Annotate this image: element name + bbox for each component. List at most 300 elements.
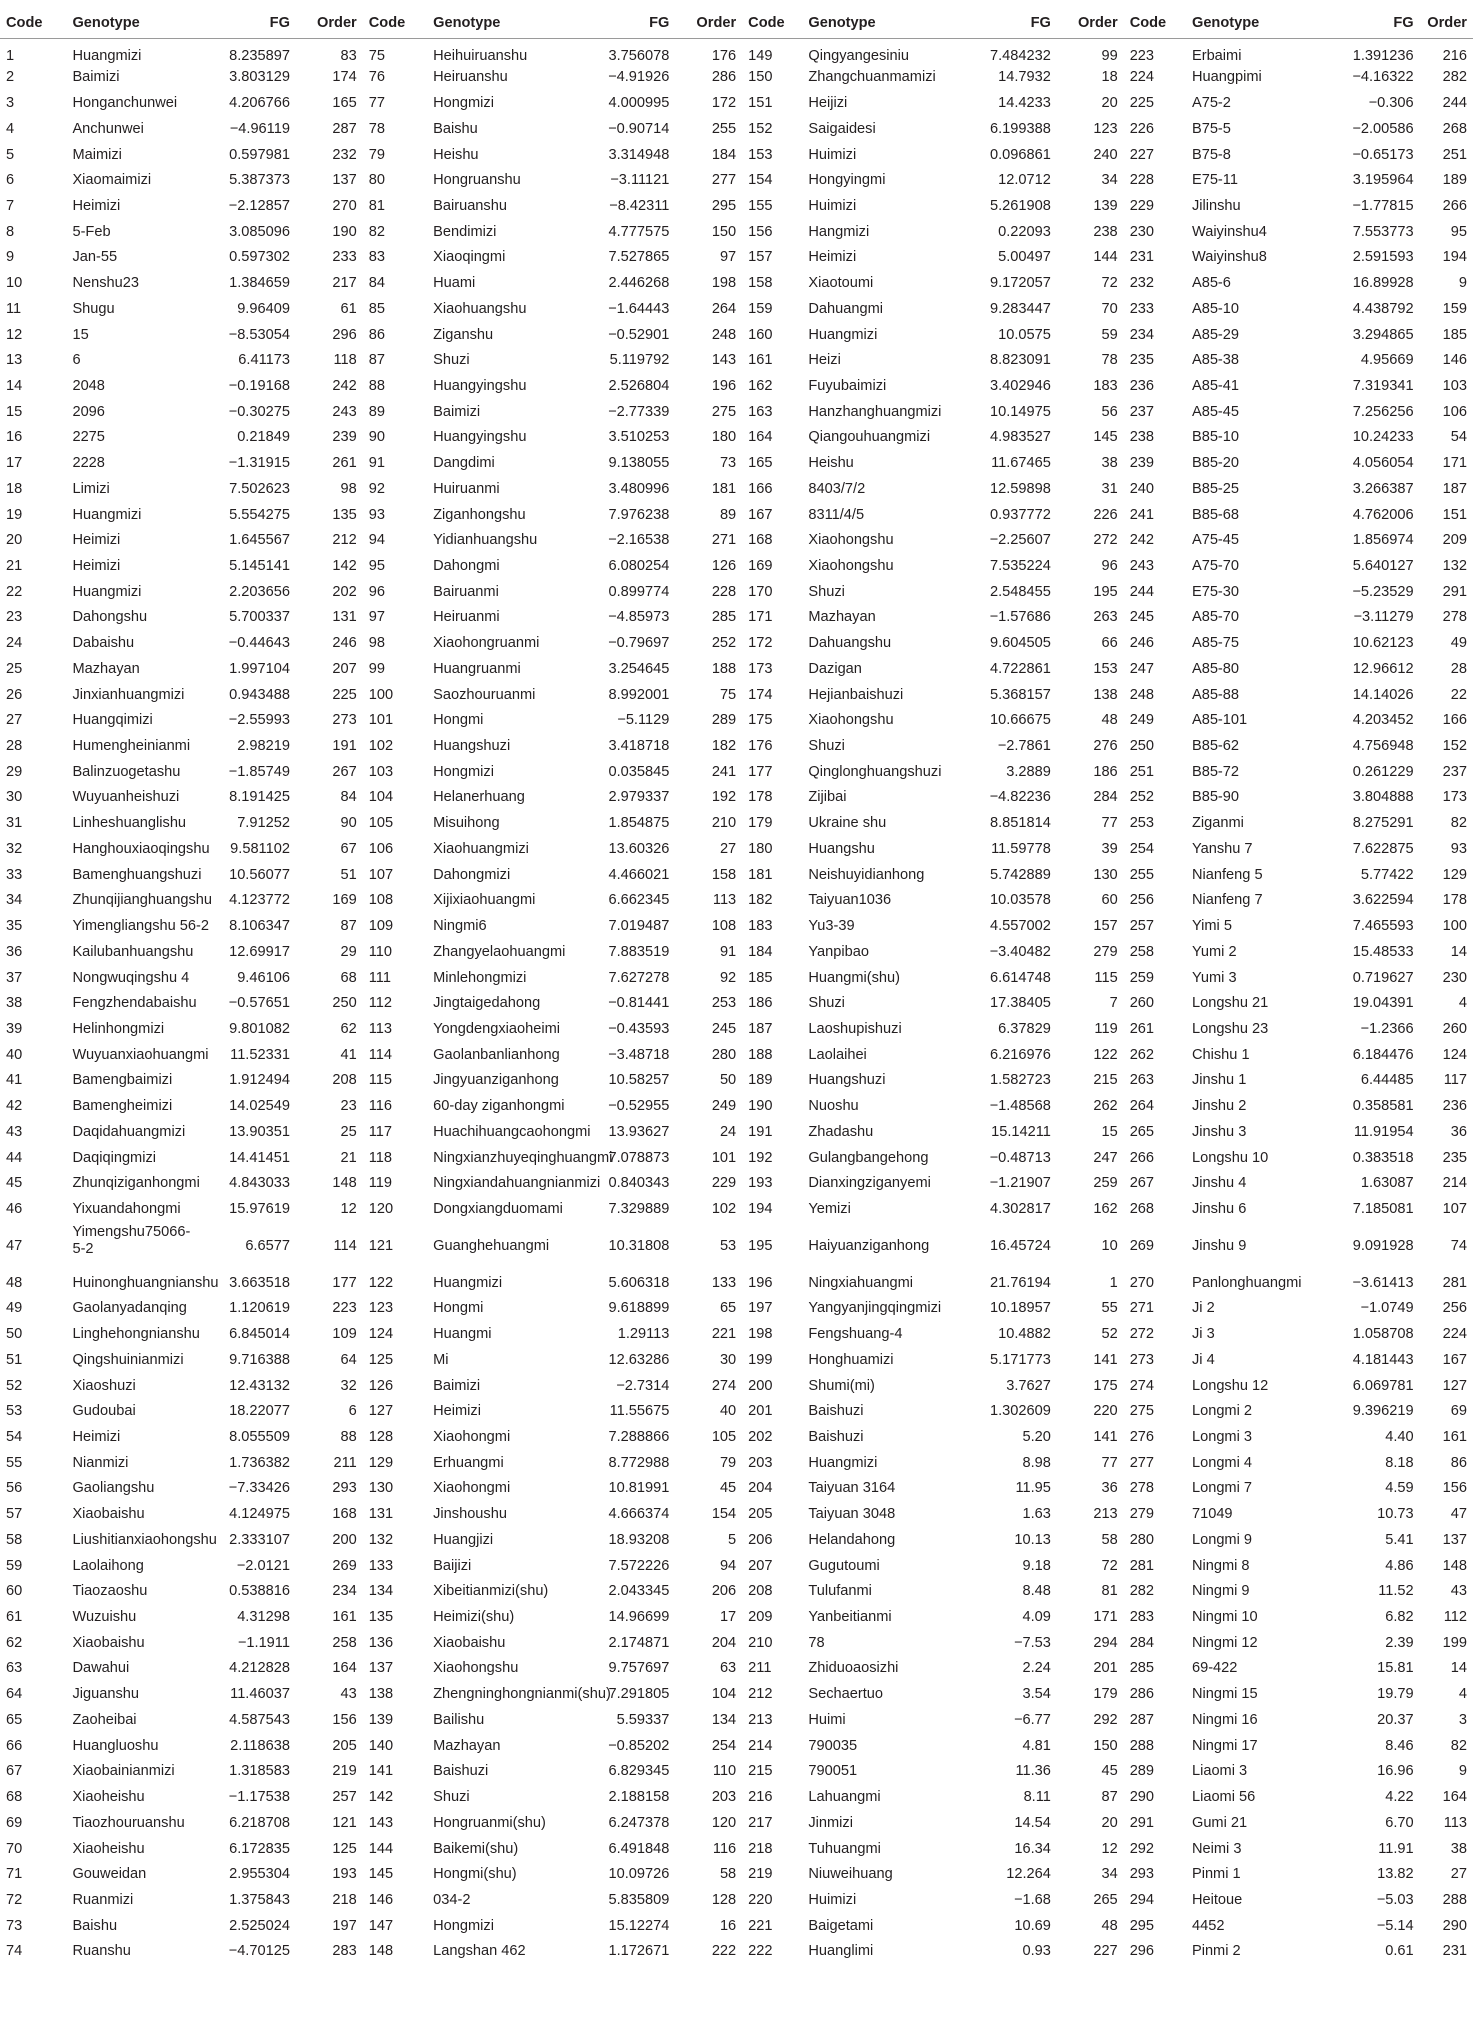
cell-fg: 11.55675 — [609, 1403, 670, 1420]
cell-order: 107 — [1442, 1200, 1467, 1217]
cell-order: 118 — [333, 352, 357, 369]
cell-order: 282 — [1442, 69, 1467, 86]
cell-order: 212 — [332, 532, 357, 549]
cell-genotype: Fengzhendabaishu — [72, 995, 197, 1012]
cell-code: 200 — [748, 1377, 773, 1394]
cell-genotype: Tulufanmi — [808, 1583, 872, 1600]
cell-genotype: Laoshupishuzi — [808, 1020, 902, 1037]
cell-fg: 2.591593 — [1352, 249, 1414, 266]
cell-code: 129 — [368, 1454, 394, 1471]
cell-code: 218 — [748, 1840, 773, 1857]
table-row — [0, 296, 1473, 322]
cell-genotype: Hongmizi — [433, 1917, 494, 1934]
cell-order: 32 — [340, 1377, 357, 1394]
cell-fg: −1.85749 — [228, 763, 290, 780]
cell-code: 156 — [748, 223, 773, 240]
cell-order: 9 — [1458, 1763, 1467, 1780]
cell-order: 285 — [711, 609, 737, 626]
cell-fg: 3.54 — [1022, 1686, 1051, 1703]
cell-fg: 7.572226 — [608, 1557, 670, 1574]
header-genotype-2: Genotype — [421, 8, 588, 39]
cell-order: 195 — [1093, 583, 1118, 600]
cell-genotype: Shuzi — [808, 995, 845, 1012]
cell-code: 227 — [1129, 146, 1155, 163]
cell-genotype: Heishu — [433, 146, 479, 163]
cell-fg: −1.57686 — [989, 609, 1051, 626]
cell-fg: 0.597981 — [229, 146, 290, 163]
cell-code: 128 — [368, 1429, 394, 1446]
cell-fg: 4.466021 — [608, 866, 670, 883]
cell-genotype: Qiangouhuangmizi — [808, 429, 931, 446]
cell-genotype: Ruanshu — [72, 1943, 131, 1960]
cell-genotype: Gulangbangehong — [808, 1149, 929, 1166]
cell-fg: 10.24233 — [1352, 429, 1414, 446]
cell-genotype: Huangmizi — [808, 326, 878, 343]
cell-genotype: A85-101 — [1191, 712, 1248, 729]
cell-order: 1 — [1109, 1274, 1118, 1291]
cell-code: 256 — [1129, 892, 1155, 909]
cell-fg: −2.00586 — [1352, 120, 1414, 137]
cell-order: 229 — [711, 1175, 737, 1192]
table-row — [0, 168, 1473, 194]
cell-code: 253 — [1129, 815, 1155, 832]
cell-code: 208 — [748, 1583, 773, 1600]
cell-genotype: Shuzi — [808, 583, 845, 600]
cell-code: 104 — [368, 789, 394, 806]
cell-code: 216 — [748, 1789, 773, 1806]
cell-fg: 2.526804 — [608, 377, 670, 394]
cell-fg: 6.199388 — [990, 120, 1051, 137]
cell-genotype: Baikemi(shu) — [433, 1840, 519, 1857]
cell-order: 209 — [1442, 532, 1467, 549]
cell-order: 211 — [333, 1454, 357, 1471]
cell-genotype: A85-29 — [1191, 326, 1240, 343]
cell-genotype: Yimengliangshu 56-2 — [72, 918, 210, 935]
cell-genotype: Jinshu 2 — [1191, 1098, 1247, 1115]
cell-order: 66 — [1101, 635, 1118, 652]
cell-order: 52 — [1101, 1326, 1118, 1343]
cell-genotype: B85-62 — [1191, 738, 1240, 755]
cell-order: 243 — [332, 403, 357, 420]
cell-fg: 9.138055 — [608, 455, 670, 472]
cell-fg: 0.937772 — [990, 506, 1051, 523]
cell-order: 157 — [1093, 918, 1118, 935]
cell-order: 178 — [1442, 892, 1467, 909]
cell-order: 24 — [719, 1123, 737, 1140]
cell-genotype: Heitoue — [1191, 1891, 1243, 1908]
cell-code: 139 — [368, 1711, 394, 1728]
cell-order: 154 — [711, 1506, 737, 1523]
cell-genotype: Pinmi 1 — [1191, 1866, 1241, 1883]
cell-code: 284 — [1129, 1634, 1155, 1651]
cell-genotype: Taiyuan 3048 — [808, 1506, 896, 1523]
cell-code: 53 — [6, 1403, 23, 1420]
cell-genotype: A85-80 — [1191, 660, 1240, 677]
cell-genotype: Huangshuzi — [808, 1072, 886, 1089]
cell-fg: −5.14 — [1376, 1917, 1414, 1934]
cell-code: 134 — [368, 1583, 394, 1600]
cell-order: 167 — [1442, 1351, 1467, 1368]
cell-order: 58 — [1101, 1531, 1118, 1548]
cell-order: 112 — [1443, 1609, 1467, 1626]
cell-genotype: Yumi 2 — [1191, 943, 1237, 960]
cell-code: 23 — [6, 609, 23, 626]
cell-order: 224 — [1442, 1326, 1467, 1343]
cell-order: 134 — [711, 1711, 737, 1728]
cell-genotype: Jinshoushu — [433, 1506, 507, 1523]
cell-genotype: Huangjizi — [433, 1531, 494, 1548]
cell-code: 103 — [368, 763, 394, 780]
cell-genotype: Misuihong — [433, 815, 500, 832]
cell-fg: 6.216976 — [990, 1046, 1051, 1063]
cell-fg: 1.63087 — [1360, 1175, 1414, 1192]
cell-fg: −4.82236 — [989, 789, 1051, 806]
cell-genotype: Fuyubaimizi — [808, 377, 887, 394]
cell-fg: −0.52955 — [608, 1098, 670, 1115]
table-row — [0, 1682, 1473, 1708]
cell-code: 199 — [748, 1351, 773, 1368]
cell-order: 74 — [1450, 1237, 1467, 1254]
cell-fg: 1.854875 — [608, 815, 670, 832]
cell-code: 180 — [748, 840, 773, 857]
cell-genotype: Hanzhanghuangmizi — [808, 403, 942, 420]
cell-code: 107 — [368, 866, 394, 883]
cell-genotype: Tuhuangmi — [808, 1840, 881, 1857]
cell-genotype: 71049 — [1191, 1506, 1233, 1523]
cell-fg: 16.45724 — [990, 1237, 1051, 1254]
cell-fg: 7.883519 — [608, 943, 670, 960]
cell-order: 250 — [332, 995, 357, 1012]
cell-code: 223 — [1129, 48, 1155, 64]
cell-fg: −3.11121 — [610, 172, 670, 189]
cell-order: 145 — [1093, 429, 1118, 446]
cell-order: 60 — [1101, 892, 1118, 909]
cell-fg: 8.823091 — [990, 352, 1051, 369]
cell-fg: 15.97619 — [229, 1200, 290, 1217]
cell-code: 56 — [6, 1480, 23, 1497]
cell-order: 234 — [332, 1583, 357, 1600]
table-row — [0, 142, 1473, 168]
cell-order: 109 — [332, 1326, 357, 1343]
cell-order: 236 — [1442, 1098, 1467, 1115]
cell-order: 270 — [332, 197, 357, 214]
cell-genotype: Jinshu 6 — [1191, 1200, 1247, 1217]
cell-fg: 4.983527 — [990, 429, 1051, 446]
cell-genotype: Jilinshu — [1191, 197, 1241, 214]
cell-genotype: Chishu 1 — [1191, 1046, 1250, 1063]
cell-fg: 11.52 — [1378, 1583, 1414, 1600]
cell-code: 66 — [6, 1737, 23, 1754]
cell-order: 100 — [1442, 918, 1467, 935]
cell-genotype: Yixuandahongmi — [72, 1200, 181, 1217]
cell-fg: −0.57651 — [228, 995, 290, 1012]
cell-order: 188 — [711, 660, 737, 677]
cell-fg: 18.93208 — [608, 1531, 670, 1548]
cell-genotype: Taiyuan 3164 — [808, 1480, 896, 1497]
cell-code: 118 — [368, 1149, 393, 1166]
cell-fg: 10.14975 — [990, 403, 1051, 420]
cell-code: 246 — [1129, 635, 1155, 652]
cell-genotype: 15 — [72, 326, 89, 343]
cell-genotype: Mi — [433, 1351, 449, 1368]
cell-code: 125 — [368, 1351, 394, 1368]
cell-code: 258 — [1129, 943, 1155, 960]
cell-code: 195 — [748, 1237, 773, 1254]
cell-code: 31 — [6, 815, 23, 832]
cell-genotype: A85-70 — [1191, 609, 1240, 626]
cell-code: 7 — [6, 197, 15, 214]
cell-order: 16 — [719, 1917, 737, 1934]
cell-order: 12 — [1101, 1840, 1118, 1857]
cell-fg: 3.804888 — [1352, 789, 1414, 806]
cell-code: 100 — [368, 686, 394, 703]
cell-code: 9 — [6, 249, 15, 266]
cell-order: 273 — [332, 712, 357, 729]
cell-genotype: Bamengheimizi — [72, 1098, 173, 1115]
cell-order: 41 — [340, 1046, 357, 1063]
cell-fg: 1.997104 — [229, 660, 290, 677]
cell-genotype: Xiaobaishu — [72, 1506, 145, 1523]
cell-code: 6 — [6, 172, 15, 189]
cell-code: 194 — [748, 1200, 773, 1217]
cell-genotype: Haiyuanziganhong — [808, 1237, 930, 1254]
cell-order: 54 — [1450, 429, 1467, 446]
cell-genotype: Heimizi — [72, 558, 121, 575]
cell-code: 131 — [368, 1506, 394, 1523]
cell-order: 204 — [711, 1634, 737, 1651]
cell-code: 243 — [1129, 558, 1155, 575]
cell-order: 94 — [719, 1557, 737, 1574]
cell-order: 9 — [1458, 275, 1467, 292]
cell-order: 89 — [719, 506, 737, 523]
cell-fg: 9.618899 — [608, 1300, 670, 1317]
cell-order: 228 — [711, 583, 737, 600]
table-row — [0, 1145, 1473, 1171]
cell-order: 207 — [332, 660, 357, 677]
cell-genotype: Wuyuanxiaohuangmi — [72, 1046, 209, 1063]
cell-fg: −1.64443 — [608, 300, 670, 317]
cell-genotype: 790035 — [808, 1737, 858, 1754]
cell-code: 10 — [6, 275, 23, 292]
cell-fg: −1.2366 — [1360, 1020, 1414, 1037]
cell-fg: 11.95 — [1015, 1480, 1051, 1497]
cell-code: 267 — [1129, 1175, 1155, 1192]
cell-genotype: Huangluoshu — [72, 1737, 159, 1754]
cell-fg: 5.59337 — [616, 1711, 670, 1728]
cell-code: 95 — [368, 558, 385, 575]
cell-order: 64 — [340, 1351, 357, 1368]
cell-code: 157 — [748, 249, 773, 266]
cell-order: 83 — [340, 48, 357, 64]
cell-code: 141 — [368, 1763, 394, 1780]
cell-genotype: Huangmizi — [433, 1274, 503, 1291]
cell-order: 274 — [711, 1377, 737, 1394]
cell-code: 295 — [1129, 1917, 1155, 1934]
cell-genotype: Hongmi — [433, 712, 484, 729]
cell-fg: 6.247378 — [608, 1814, 670, 1831]
cell-order: 119 — [1094, 1020, 1118, 1037]
table-row — [0, 657, 1473, 683]
cell-order: 191 — [332, 738, 357, 755]
cell-code: 133 — [368, 1557, 394, 1574]
cell-fg: 3.7627 — [1006, 1377, 1051, 1394]
cell-code: 201 — [748, 1403, 773, 1420]
cell-order: 70 — [1101, 300, 1118, 317]
cell-order: 82 — [1450, 1737, 1467, 1754]
cell-order: 296 — [332, 326, 357, 343]
cell-code: 159 — [748, 300, 773, 317]
cell-order: 165 — [332, 95, 357, 112]
cell-code: 16 — [6, 429, 23, 446]
cell-code: 4 — [6, 120, 15, 137]
cell-genotype: Anchunwei — [72, 120, 144, 137]
cell-order: 93 — [1450, 840, 1467, 857]
cell-genotype: Huimi — [808, 1711, 846, 1728]
cell-code: 149 — [748, 48, 773, 64]
cell-fg: 1.318583 — [229, 1763, 290, 1780]
cell-order: 272 — [1093, 532, 1118, 549]
cell-genotype: Xiaoqingmi — [433, 249, 506, 266]
cell-genotype: A75-2 — [1191, 95, 1231, 112]
cell-fg: 6.172835 — [229, 1840, 290, 1857]
cell-code: 214 — [748, 1737, 773, 1754]
cell-fg: 15.48533 — [1352, 943, 1414, 960]
cell-fg: 9.604505 — [990, 635, 1051, 652]
cell-genotype: 8311/4/5 — [808, 506, 865, 523]
cell-order: 110 — [712, 1763, 737, 1780]
cell-order: 260 — [1442, 1020, 1467, 1037]
cell-order: 264 — [711, 300, 737, 317]
cell-fg: 5.41 — [1385, 1531, 1414, 1548]
cell-fg: 11.91954 — [1353, 1123, 1414, 1140]
cell-code: 184 — [748, 943, 773, 960]
cell-code: 37 — [6, 969, 23, 986]
cell-genotype: Wuzuishu — [72, 1609, 137, 1626]
cell-order: 252 — [711, 635, 737, 652]
cell-code: 109 — [368, 918, 394, 935]
cell-order: 141 — [1093, 1429, 1118, 1446]
cell-fg: 5.145141 — [229, 558, 290, 575]
table-row — [0, 785, 1473, 811]
cell-order: 142 — [332, 558, 357, 575]
cell-fg: 6.37829 — [998, 1020, 1051, 1037]
cell-fg: 18.22077 — [229, 1403, 290, 1420]
cell-order: 180 — [711, 429, 737, 446]
cell-code: 19 — [6, 506, 23, 523]
cell-fg: 7.465593 — [1352, 918, 1414, 935]
cell-fg: 3.085096 — [229, 223, 290, 240]
cell-fg: −1.0749 — [1360, 1300, 1414, 1317]
cell-fg: 8.851814 — [990, 815, 1051, 832]
cell-genotype: Xiaobainianmizi — [72, 1763, 175, 1780]
cell-code: 88 — [368, 377, 385, 394]
cell-genotype: Erhuangmi — [433, 1454, 504, 1471]
cell-fg: 3.266387 — [1352, 480, 1414, 497]
table-row — [0, 1197, 1473, 1223]
cell-order: 237 — [1442, 763, 1467, 780]
cell-fg: 19.79 — [1377, 1686, 1414, 1703]
cell-fg: 0.21849 — [237, 429, 290, 446]
cell-fg: 12.59898 — [990, 480, 1051, 497]
table-row — [0, 1810, 1473, 1836]
cell-fg: 15.12274 — [608, 1917, 670, 1934]
cell-code: 93 — [368, 506, 385, 523]
cell-genotype: Jingyuanziganhong — [433, 1072, 559, 1089]
header-fg-4: FG — [1326, 8, 1418, 39]
cell-code: 263 — [1129, 1072, 1155, 1089]
table-row — [0, 888, 1473, 914]
table-row — [0, 219, 1473, 245]
cell-fg: −0.79697 — [608, 635, 670, 652]
cell-fg: 1.63 — [1022, 1506, 1051, 1523]
cell-order: 96 — [1101, 558, 1118, 575]
cell-code: 172 — [748, 635, 773, 652]
cell-genotype: Yumi 3 — [1191, 969, 1237, 986]
cell-code: 204 — [748, 1480, 773, 1497]
cell-order: 177 — [332, 1274, 357, 1291]
cell-order: 266 — [1442, 197, 1467, 214]
cell-genotype: Longshu 10 — [1191, 1149, 1269, 1166]
cell-fg: −5.23529 — [1352, 583, 1414, 600]
cell-order: 255 — [711, 120, 737, 137]
table-row — [0, 1733, 1473, 1759]
cell-fg: 16.96 — [1377, 1763, 1414, 1780]
cell-code: 114 — [368, 1046, 393, 1063]
cell-code: 207 — [748, 1557, 773, 1574]
cell-code: 292 — [1129, 1840, 1155, 1857]
cell-genotype: Xiaohongmi — [433, 1429, 511, 1446]
cell-fg: 2.548455 — [990, 583, 1051, 600]
cell-code: 268 — [1129, 1200, 1155, 1217]
cell-genotype: Shuzi — [808, 738, 845, 755]
cell-genotype: Heishu — [808, 455, 854, 472]
cell-fg: 3.663518 — [229, 1274, 290, 1291]
cell-fg: 0.261229 — [1352, 763, 1414, 780]
cell-order: 114 — [333, 1237, 357, 1254]
cell-order: 99 — [1101, 48, 1118, 64]
cell-genotype: Xiaoshuzi — [72, 1377, 136, 1394]
cell-code: 183 — [748, 918, 773, 935]
cell-genotype: Maimizi — [72, 146, 122, 163]
cell-order: 27 — [1450, 1866, 1467, 1883]
cell-order: 48 — [1101, 1917, 1118, 1934]
cell-code: 142 — [368, 1789, 394, 1806]
cell-order: 7 — [1109, 995, 1118, 1012]
cell-code: 62 — [6, 1634, 23, 1651]
cell-fg: 3.2889 — [1006, 763, 1051, 780]
cell-fg: 4.212828 — [229, 1660, 290, 1677]
cell-order: 20 — [1101, 1814, 1118, 1831]
cell-genotype: B85-20 — [1191, 455, 1240, 472]
table-row — [0, 1913, 1473, 1939]
cell-genotype: Longmi 9 — [1191, 1531, 1253, 1548]
cell-order: 45 — [719, 1480, 737, 1497]
cell-code: 111 — [368, 969, 391, 986]
cell-code: 226 — [1129, 120, 1155, 137]
cell-order: 258 — [332, 1634, 357, 1651]
cell-fg: 5.640127 — [1352, 558, 1414, 575]
cell-genotype: Xijixiaohuangmi — [433, 892, 536, 909]
cell-fg: 10.66675 — [990, 712, 1051, 729]
table-row — [0, 477, 1473, 503]
cell-genotype: Bailishu — [433, 1711, 485, 1728]
cell-order: 27 — [719, 840, 737, 857]
cell-fg: 5.77422 — [1360, 866, 1414, 883]
cell-order: 128 — [711, 1891, 737, 1908]
cell-genotype: B85-72 — [1191, 763, 1240, 780]
table-row — [0, 1296, 1473, 1322]
cell-code: 17 — [6, 455, 23, 472]
